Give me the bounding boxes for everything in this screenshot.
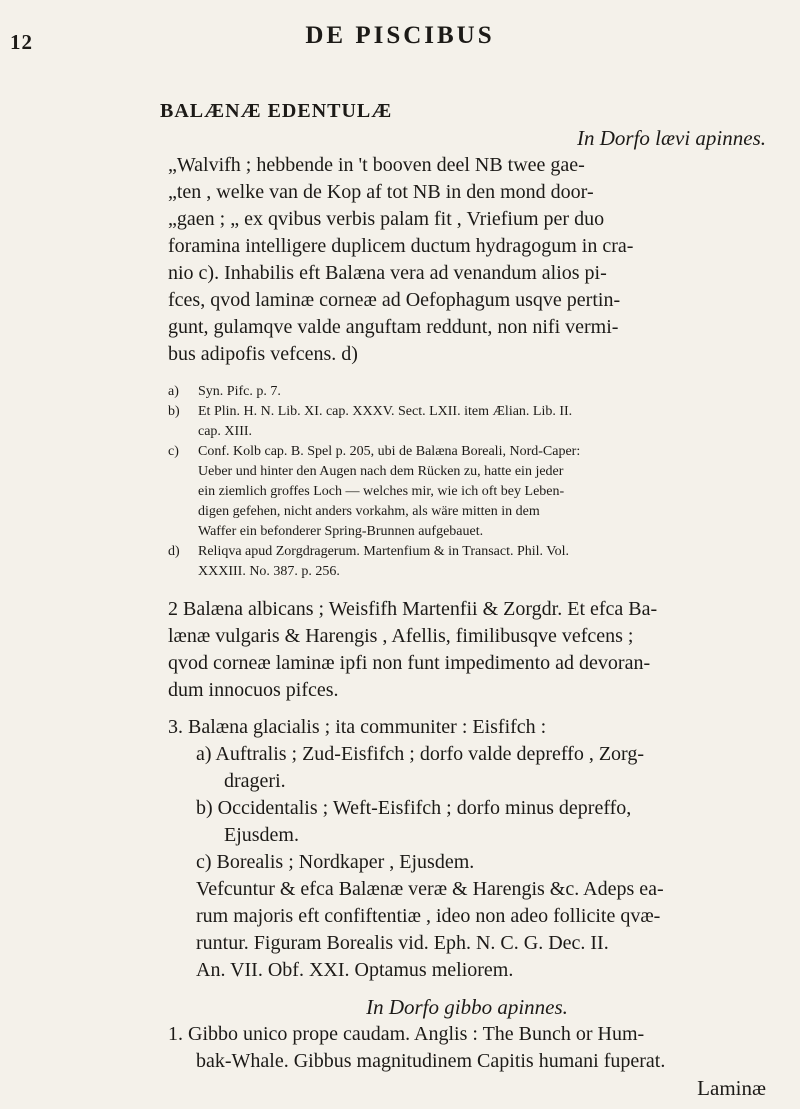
footnote-line: digen gefehen, nicht anders vorkahm, als wäre mitten in dem — [198, 504, 540, 519]
footnote-b: b) Et Plin. H. N. Lib. XI. cap. XXXV. Sect. LXII. item Ælian. Lib. II. — [168, 404, 573, 419]
footnote-line: Ueber und hinter den Augen nach dem Rücken zu, hatte ein jeder — [198, 464, 564, 479]
text-line: bak-Whale. Gibbus magnitudinem Capitis humani fuperat. — [196, 1050, 666, 1072]
entry-gibbo-unico — [168, 1021, 766, 1075]
footnotes — [168, 382, 766, 582]
text-line: a) Auftralis ; Zud-Eisfifch ; dorfo valde depreffo , Zorg- — [196, 743, 645, 765]
text-line: lænæ vulgaris & Harengis , Afellis, fimilibusqve vefcens ; — [168, 625, 634, 647]
text-line: 1. Gibbo unico prope caudam. Anglis : The Bunch or Hum- — [168, 1023, 645, 1045]
footnote-line: Waffer ein befonderer Spring-Brunnen aufgebauet. — [198, 524, 484, 539]
entry-balaena-glacialis — [168, 714, 766, 984]
text-line: fces, qvod laminæ corneæ ad Oefophagum usqve pertin- — [168, 289, 621, 311]
page-body — [160, 98, 766, 1102]
text-line: nio c). Inhabilis eft Balæna vera ad venandum alios pi- — [168, 262, 607, 284]
text-line: bus adipofis vefcens. d) — [168, 343, 358, 365]
section-heading: BALÆNÆ EDENTULÆ — [160, 100, 393, 122]
page-number: 12 — [10, 30, 33, 54]
text-line: runtur. Figuram Borealis vid. Eph. N. C. G. Dec. II. — [196, 932, 609, 954]
text-line: An. VII. Obf. XXI. Optamus meliorem. — [196, 959, 514, 981]
text-line: 3. Balæna glacialis ; ita communiter : Eisfifch : — [168, 716, 547, 738]
footnote-c: c) Conf. Kolb cap. B. Spel p. 205, ubi de Balæna Boreali, Nord-Caper: — [168, 444, 581, 459]
text-line: dum innocuos pifces. — [168, 679, 339, 701]
text-line: gunt, gulamqve valde anguftam reddunt, non nifi vermi- — [168, 316, 619, 338]
footnote-line: cap. XIII. — [198, 424, 253, 439]
catchword: Laminæ — [697, 1076, 766, 1100]
text-line: b) Occidentalis ; Weft-Eisfifch ; dorfo minus depreffo, — [196, 797, 632, 819]
text-line: rum majoris eft confiftentiæ , ideo non adeo follicite qvæ- — [196, 905, 661, 927]
text-line: c) Borealis ; Nordkaper , Ejusdem. — [196, 851, 475, 873]
footnote-line: XXXIII. No. 387. p. 256. — [198, 564, 340, 579]
text-line: „Walvifh ; hebbende in 't booven deel NB twee gae- — [168, 154, 585, 176]
subheading-gibbo: In Dorfo gibbo apinnes. — [366, 995, 568, 1019]
text-line: Vefcuntur & efca Balænæ veræ & Harengis &c. Adeps ea- — [196, 878, 664, 900]
footnote-line: ein ziemlich groffes Loch — welches mir, wie ich oft bey Leben- — [198, 484, 565, 499]
text-line: foramina intelligere duplicem ductum hydragogum in cra- — [168, 235, 634, 257]
text-line: „ten , welke van de Kop af tot NB in den mond door- — [168, 181, 594, 203]
footnote-d: d) Reliqva apud Zorgdragerum. Martenfium & in Transact. Phil. Vol. — [168, 544, 569, 559]
entry-balaena-albicans — [168, 596, 766, 704]
running-head: DE PISCIBUS — [305, 22, 495, 49]
text-line: 2 Balæna albicans ; Weisfifh Martenfii & Zorgdr. Et efca Ba- — [168, 598, 658, 620]
footnote-a: a) Syn. Pifc. p. 7. — [168, 384, 281, 399]
paragraph-walvish — [168, 152, 766, 368]
text-line: drageri. — [224, 770, 286, 792]
text-line: qvod corneæ laminæ ipfi non funt impedimento ad devoran- — [168, 652, 651, 674]
subheading: In Dorfo lævi apinnes. — [577, 126, 766, 150]
text-line: „gaen ; „ ex qvibus verbis palam fit , Vriefium per duo — [168, 208, 605, 230]
text-line: Ejusdem. — [224, 824, 299, 846]
